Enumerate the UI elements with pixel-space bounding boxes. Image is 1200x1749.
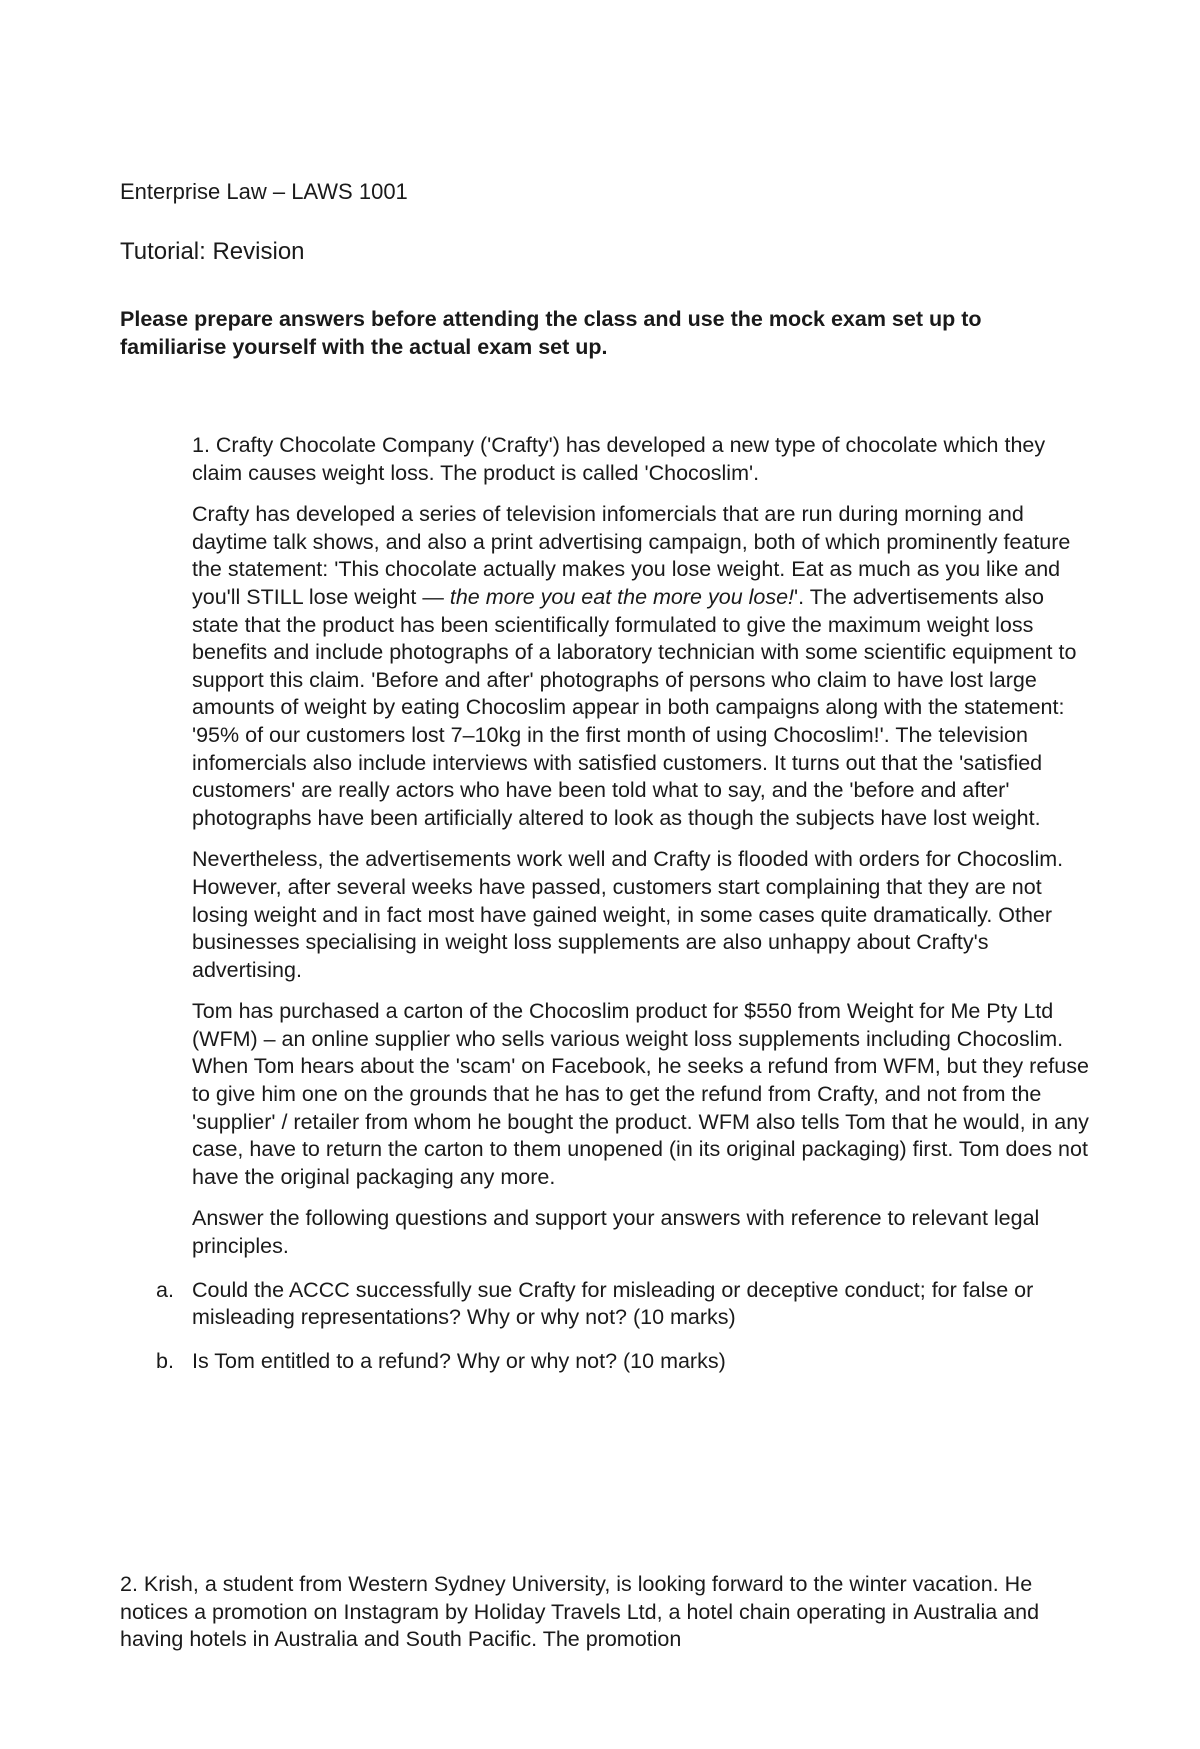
sub-question-marker: b. <box>156 1348 174 1373</box>
question-1-paragraph-1 <box>192 501 1092 832</box>
sub-question-text: Is Tom entitled to a refund? Why or why not? (10 marks) <box>192 1348 726 1373</box>
question-1 <box>156 432 1092 1391</box>
sub-question-list <box>156 1277 1092 1376</box>
question-1-paragraph-4: Answer the following questions and support your answers with reference to relevant legal principles. <box>192 1206 1040 1259</box>
question-1-intro: 1. Crafty Chocolate Company ('Crafty') has developed a new type of chocolate which they claim causes weight loss. The product is called 'Chocoslim'. <box>192 433 1046 485</box>
instructions: Please prepare answers before attending the class and use the mock exam set up to familiarise yourself with the actual exam set up. <box>120 307 982 359</box>
tutorial-title: Tutorial: Revision <box>120 238 305 265</box>
question-2: 2. Krish, a student from Western Sydney University, is looking forward to the winter vacation. He notices a promotion on Instagram by Holiday Travels Ltd, a hotel chain operating in Australia and having hotels in Australia and South Pacific. The promotion <box>120 1572 1040 1652</box>
paragraph-1-text-a: Crafty has developed a series of television infomercials that are run during morning and daytime talk shows, and also a print advertising campaign, both of which prominently feature the statement: 'This chocolate actually makes you lose weight. Eat as much as you like and you'll STILL lose weight — <box>192 502 1071 609</box>
paragraph-1-emphasis: the more you eat the more you lose! <box>449 584 795 609</box>
sub-question-a <box>156 1277 1092 1332</box>
sub-question-b <box>156 1348 1092 1376</box>
question-1-paragraph-2: Nevertheless, the advertisements work well and Crafty is flooded with orders for Chocoslim. However, after several weeks have passed, customers start complaining that they are not losing weight and in fact most have gained weight, in some cases quite dramatically. Other businesses specialising in weight loss supplements are also unhappy about Crafty's advertising. <box>192 847 1064 982</box>
sub-question-text: Could the ACCC successfully sue Crafty for misleading or deceptive conduct; for false or misleading representations? Why or why not? (10 marks) <box>192 1277 1034 1330</box>
paragraph-1-text-b: '. The advertisements also state that the product has been scientifically formulated to give the maximum weight loss benefits and include photographs of a laboratory technician with some scientific equipment to support this claim. 'Before and after' photographs of persons who claim to have lost large amounts of weight by eating Chocoslim appear in both campaigns along with the statement: '95% of our customers lost 7–10kg in the first month of using Chocoslim!'. The television infomercials also include interviews with satisfied customers. It turns out that the 'satisfied customers' are really actors who have been told what to say, and the 'before and after' photographs have been artificially altered to look as though the subjects have lost weight. <box>192 584 1077 830</box>
course-title: Enterprise Law – LAWS 1001 <box>120 179 408 204</box>
question-1-paragraph-3: Tom has purchased a carton of the Chocoslim product for $550 from Weight for Me Pty Ltd (WFM) – an online supplier who sells various weight loss supplements including Chocoslim. When Tom hears about the 'scam' on Facebook, he seeks a refund from WFM, but they refuse to give him one on the grounds that he has to get the refund from Crafty, and not from the 'supplier' / retailer from whom he bought the product. WFM also tells Tom that he would, in any case, have to return the carton to them unopened (in its original packaging) first. Tom does not have the original packaging any more. <box>192 999 1089 1189</box>
sub-question-marker: a. <box>156 1277 174 1302</box>
